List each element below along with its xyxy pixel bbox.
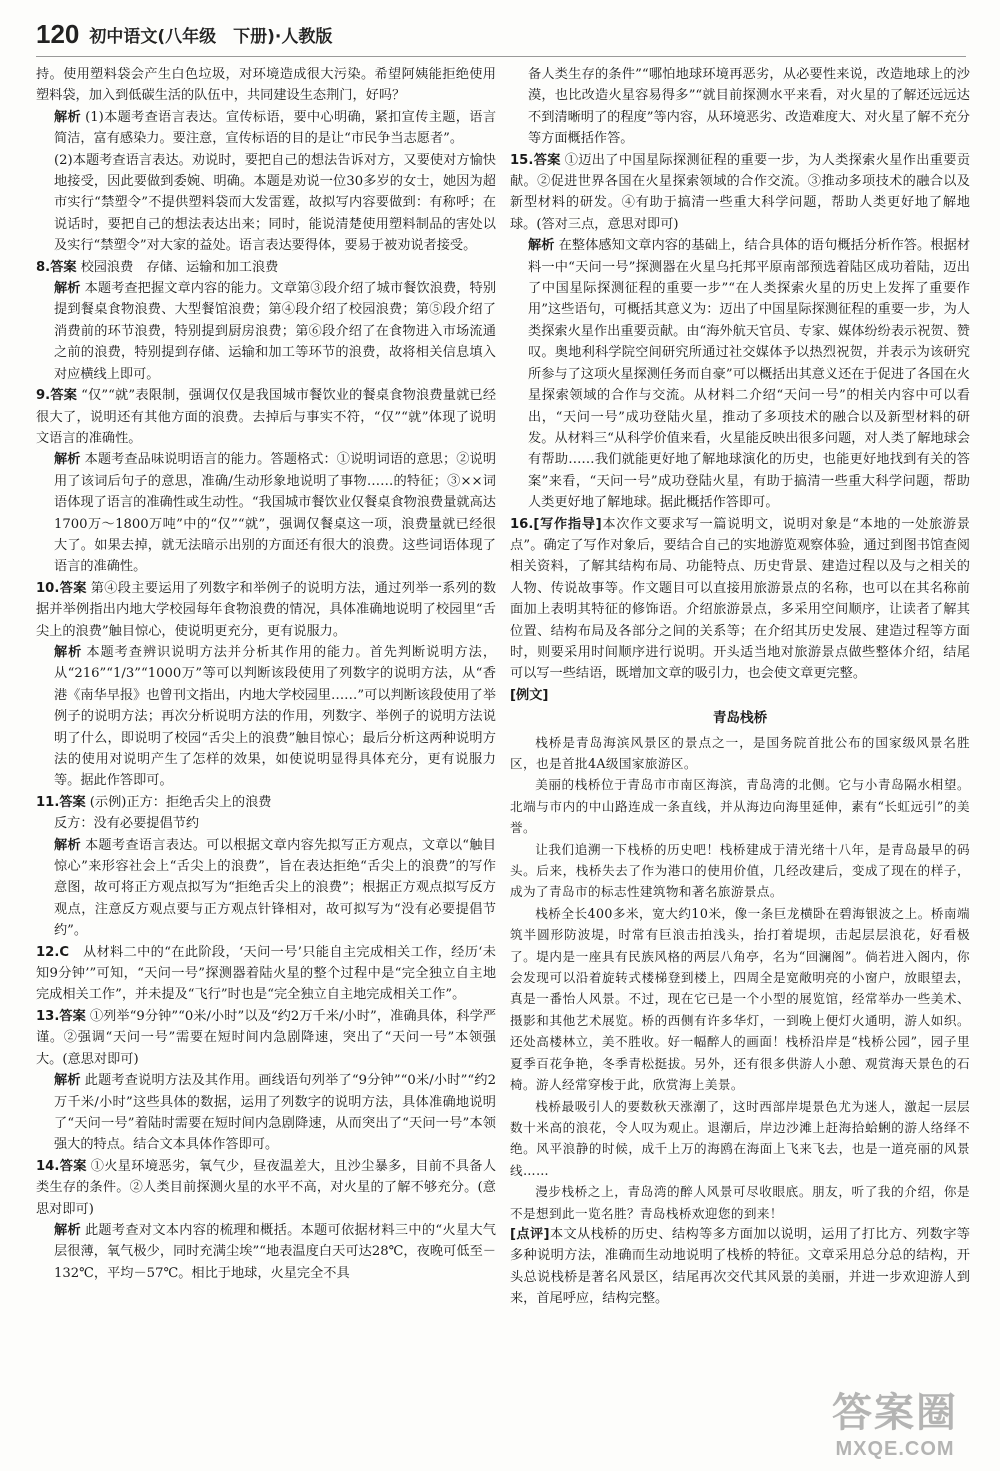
intro-analysis-2: (2)本题考查语言表达。劝说时，要把自己的想法告诉对方，又要使对方愉快地接受，因此要做到委婉、明确。本题是劝说一位30多岁的女士，她因为超市实行“禁塑令”不提供塑料袋而大发雷霆，故拟写内容要做到：有称呼；在说话时，要把自己的想法表达出来；同时，能说清楚使用塑料制品的害处以及实行“禁塑令”对大家的益处。语言表达要得体，要易于被劝说者接受。: [54, 152, 496, 254]
watermark-logo: [820, 1381, 970, 1461]
question-14-analysis-cont: 备人类生存的条件”“哪怕地球环境再恶劣，从必要性来说，改造地球上的沙漠，也比改造火星容易得多”“就目前探测水平来看，对火星的了解还远远达不到清晰明了的程度”等内容，从环境恶劣、改造难度大、对火星了解不充分等方面概括作答。: [528, 67, 970, 147]
essay-paragraph: 栈桥最吸引人的要数秋天涨潮了，这时西部岸堤景色尤为迷人，激起一层层数十米高的浪花，令人叹为观止。退潮后，岸边沙滩上赶海拾蛤蜊的游人络绎不绝。风平浪静的时候，成千上万的海鸥在海面上飞来飞去，也是一道亮丽的风景线……: [510, 1098, 970, 1178]
example-label: [例文]: [510, 687, 549, 703]
question-13-analysis: 解析 此题考查说明方法及其作用。画线语句列举了“9分钟”“0米/小时”“约2万千米/小时”这些具体的数据，运用了列数字的说明方法，具体准确地说明了“天问一号”着陆时需要在短时间内急剧降速，从而突出了“天问一号”本领强大的特点。结合文本具体作答即可。: [54, 1073, 496, 1153]
essay-paragraph: 漫步栈桥之上，青岛湾的醉人风景可尽收眼底。朋友，听了我的介绍，你是不是想到此一览名胜？青岛栈桥欢迎您的到来！: [510, 1184, 970, 1221]
essay-paragraph: 让我们追溯一下栈桥的历史吧！栈桥建成于清光绪十八年，是青岛最早的码头。后来，栈桥失去了作为港口的使用价值，几经改建后，变成了现在的样子，成为了青岛市的标志性建筑物和著名旅游景点。: [510, 841, 970, 900]
question-11-answer: 11.答案 (示例)正方：拒绝舌尖上的浪费: [36, 794, 272, 810]
essay-paragraph: 栈桥是青岛海滨风景区的景点之一，是国务院首批公布的国家级风景名胜区，也是首批4A级国家旅游区。: [510, 734, 970, 771]
question-16-guide: 16.[写作指导]本次作文要求写一篇说明文，说明对象是“本地的一处旅游景点”。确定了写作对象后，要结合自己的实地游览观察体验，通过到图书馆查阅相关资料，了解其结构布局、功能特点、历史背景、建造过程以及与之相关的人物、传说故事等。作文题目可以直接用旅游景点的名称，也可以在其名称前面加上表明其特征的修饰语。介绍旅游景点，多采用空间顺序，让读者了解其位置、结构布局及各部分之间的关系等；在介绍其历史发展、建造过程等方面时，则要采用时间顺序进行说明。开头适当地对旅游景点做些整体介绍，结尾可以写一些结语，既增加文章的吸引力，也会使文章更完整。: [510, 516, 970, 682]
question-15-analysis: 解析 在整体感知文章内容的基础上，结合具体的语句概括分析作答。根据材料一中“天问一号”探测器在火星乌托邦平原南部预选着陆区成功着陆，迈出了中国星际探测征程的重要一步”“在人类探索火星的历史上发挥了重要作用”这些语句，可概括其意义为：迈出了中国星际探测征程的重要一步，为人类探索火星作出重要贡献。由“海外航天官员、专家、媒体纷纷表示祝贺、赞叹。奥地利科学院空间研究所通过社交媒体予以热烈祝贺，并表示为该研究所参与了这项火星探测任务而自豪”可以概括出其意义还在于促进了各国在火星探索领域的合作与交流。从材料二介绍“天问一号”的相关内容中可以看出，“天问一号”成功登陆火星，推动了多项技术的融合以及新型材料的研发。从材料三“从科学价值来看，火星能反映出很多问题，对人类了解地球会有帮助……我们就能更好地了解地球演化的历史，也能更好地找到有关的答案”来看，“天问一号”成功登陆火星，有助于搞清一些重大科学问题，帮助人类更好地了解地球。据此概括作答即可。: [528, 238, 971, 511]
watermark-logo-site: MXQE.COM: [835, 1438, 955, 1460]
question-13-answer: 13.答案 ①列举“9分钟”“0米/小时”以及“约2万千米/小时”，准确具体，科学严谨。②强调“天问一号”需要在短时间内急剧降速，突出了“天问一号”本领强大。(意思对即可): [36, 1008, 497, 1067]
right-column: [510, 64, 970, 1310]
question-12: 12.C 从材料二中的“在此阶段，‘天问一号’只能自主完成相关工作，经历‘未知9分钟’”可知，“天问一号”探测器着陆火星的整个过程中是“完全独立自主地完成相关工作”，并未提及“飞行”时也是“完全独立自主地完成相关工作”。: [36, 944, 496, 1003]
intro-analysis-1: 解析 (1)本题考查语言表达。宣传标语，要中心明确，紧扣宣传主题，语言简洁，富有感染力。要注意，宣传标语的目的是让“市民争当志愿者”。: [54, 109, 497, 147]
question-11-analysis: 解析 本题考查语言表达。可以根据文章内容先拟写正方观点，文章以“触目惊心”来形容社会上“舌尖上的浪费”，旨在表达拒绝“舌尖上的浪费”的写作意图，故可将正方观点拟写为“拒绝舌尖上的浪费”；根据正方观点拟写反方观点，注意反方观点要与正方观点针锋相对，故可拟写为“没有必要提倡节约”。: [54, 837, 496, 939]
example-essay: [510, 732, 970, 1224]
question-15-answer: 15.答案 ①迈出了中国星际探测征程的重要一步，为人类探索火星作出重要贡献。②促进世界各国在火星探索领域的合作交流。③推动多项技术的融合以及新型材料的研发。④有助于搞清一些重大科学问题，帮助人类更好地了解地球。(答对三点，意思对即可): [510, 152, 971, 232]
question-10-analysis: 解析 本题考查辨识说明方法并分析其作用的能力。首先判断说明方法，从“216”“1/3”“1000万”等可以判断该段使用了列数字的说明方法，从“香港《南华早报》也曾刊文指出，内地大学校园里……”可以判断该段使用了举例子的说明方法；再次分析说明方法的作用，列数字、举例子的说明方法说明了什么，即说明了校园“舌尖上的浪费”触目惊心；最后分析这两种说明方法的使用对说明产生了怎样的效果，如使说明显得具体充分，更有说服力等。据此作答即可。: [54, 644, 497, 789]
watermark-logo-mark: 答案圈: [832, 1390, 958, 1436]
question-8-analysis: 解析 本题考查把握文章内容的能力。文章第③段介绍了城市餐饮浪费，特别提到餐桌食物浪费、大型餐馆浪费；第④段介绍了校园浪费；第⑤段介绍了消费前的环节浪费，特别提到厨房浪费；第⑥段介绍了在食物进入市场流通之前的浪费，特别提到存储、运输和加工等环节的浪费，故将相关信息填入对应横线上即可。: [54, 281, 497, 382]
question-9-answer: 9.答案 “仅”“就”表限制，强调仅仅是我国城市餐饮业的餐桌食物浪费量就已经很大了，说明还有其他方面的浪费。去掉后与事实不符，“仅”“就”体现了说明文语言的准确性。: [36, 388, 497, 446]
question-11-answer-2: 反方：没有必要提倡节约: [54, 816, 200, 832]
essay-paragraph: 美丽的栈桥位于青岛市市南区海滨，青岛湾的北侧。它与小青岛隔水相望。北端与市内的中山路连成一条直线，并从海边向海里延伸，素有“长虹远引”的美誉。: [510, 777, 970, 836]
question-8-answer: 8.答案 校园浪费 存储、运输和加工浪费: [36, 259, 279, 275]
question-14-answer: 14.答案 ①火星环境恶劣，氧气少，昼夜温差大，且沙尘暴多，目前不具备人类生存的条件。②人类目前探测火星的水平不高，对火星的了解不够充分。(意思对即可): [36, 1158, 497, 1217]
header-divider: [36, 56, 966, 57]
page-number: 120: [36, 18, 80, 49]
question-9-analysis: 解析 本题考查品味说明语言的能力。答题格式：①说明词语的意思；②说明用了该词后句子的意思，准确/生动形象地说明了事物……的特征；③××词语体现了语言的准确性或生动性。“我国城市餐饮业仅餐桌食物浪费量就高达1700万～1800万吨”中的“仅”“就”，强调仅餐桌这一项，浪费量就已经很大了。如果去掉，就无法暗示出别的方面还有很大的浪费。这些词语体现了语言的准确性。: [54, 452, 497, 575]
essay-title: 青岛栈桥: [712, 710, 768, 727]
page-header: [36, 14, 966, 54]
left-column: [36, 64, 496, 1284]
book-title: 初中语文(八年级 下册)·人教版: [89, 26, 333, 47]
question-14-analysis: 解析 此题考查对文本内容的梳理和概括。本题可依据材料三中的“火星大气层很薄，氧气极少，同时充满尘埃”“地表温度白天可达28℃，夜晚可低至－132℃，平均－57℃。相比于地球，火星完全不具: [54, 1222, 496, 1281]
essay-paragraph: 栈桥全长400多米，宽大约10米，像一条巨龙横卧在碧海银波之上。桥南端筑半圆形防波堤，时常有巨浪击拍浅头，抬打着堤坝，击起层层浪花，好看极了。堤内是一座具有民族风格的两层八角亭，名为“回澜阁”。倘若进入阁内，你会发现可以沿着旋转式楼梯登到楼上，四周全是宽敞明亮的小窗户，放眼望去，真是一番怡人风景。不过，现在它已是一个小型的展览馆，经常举办一些美术、摄影和其他艺术展览。桥的西侧有许多华灯，一到晚上便灯火通明，游人如织。还处高楼林立，美不胜收。好一幅醉人的画面！栈桥沿岸是“栈桥公园”，园子里夏季百花争艳，冬季青松挺拔。另外，还有很多供游人小憩、观赏海天景色的石椅。游人经常穿梭于此，欣赏海上美景。: [510, 905, 970, 1093]
intro-continuation: 持。使用塑料袋会产生白色垃圾，对环境造成很大污染。希望阿姨能拒绝使用塑料袋，加入到低碳生活的队伍中，共同建设生态荆门，好吗？: [36, 67, 496, 104]
question-10-answer: 10.答案 第④段主要运用了列数字和举例子的说明方法，通过列举一系列的数据并举例指出内地大学校园每年食物浪费的情况，具体准确地说明了校园里“舌尖上的浪费”触目惊心，使说明更充分，更有说服力。: [36, 580, 497, 639]
essay-comment: [点评]本文从栈桥的历史、结构等多方面加以说明，运用了打比方、列数字等多种说明方法，准确而生动地说明了栈桥的特征。文章采用总分总的结构，开头总说栈桥是著名风景区，结尾再次交代其风景的美丽，并进一步欢迎游人到来，首尾呼应，结构完整。: [510, 1226, 970, 1307]
